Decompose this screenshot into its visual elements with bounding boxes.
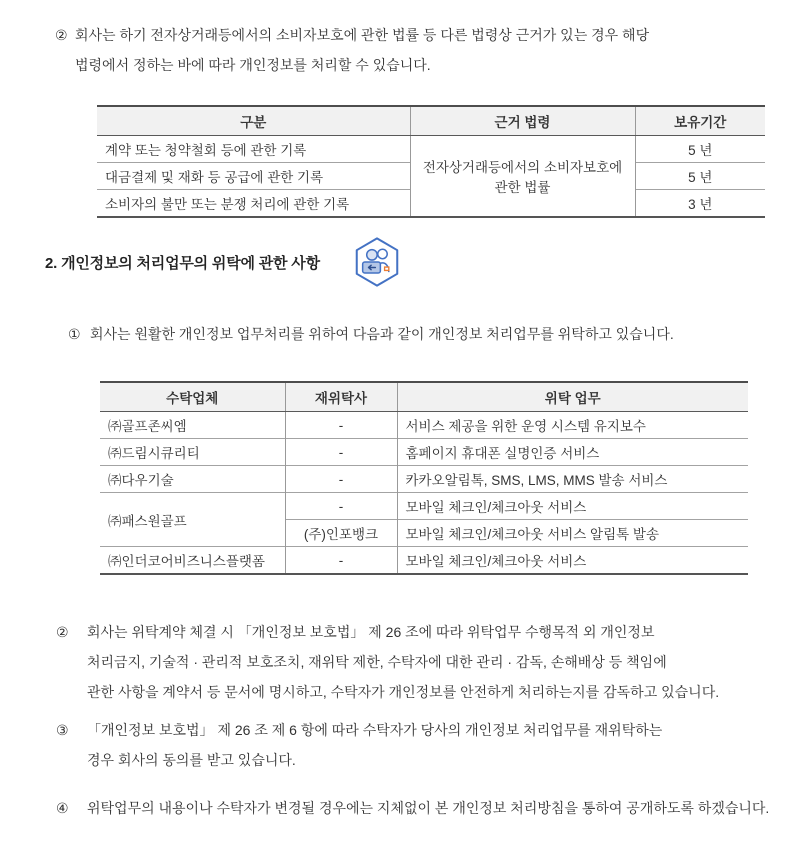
circled-number-2: ② xyxy=(55,27,68,43)
trustee-cell: ㈜드림시큐리티 xyxy=(100,439,285,466)
paragraph-line: 관한 사항을 계약서 등 문서에 명시하고, 수탁자가 개인정보를 안전하게 처리하는지를 감독하고 xyxy=(87,684,658,700)
paragraph-line: 법령에서 정하는 바에 따라 개인정보를 처리할 수 있습니다. xyxy=(75,57,431,73)
paragraph-line: 회사는 하기 전자상거래등에서의 소비자보호에 관한 법률 등 다른 법령상 근거가 있는 경우 해당 xyxy=(75,27,650,43)
task-cell: 모바일 체크인/체크아웃 서비스 알림톡 발송 xyxy=(397,520,748,547)
column-header-retention: 보유기간 xyxy=(635,106,765,136)
category-cell: 계약 또는 청약철회 등에 관한 기록 xyxy=(97,136,410,163)
circled-number-3: ③ xyxy=(56,722,69,738)
paragraph-consignment-intro xyxy=(68,319,773,349)
period-cell: 5 년 xyxy=(635,163,765,190)
paragraph-line: 처리금지, 기술적 · 관리적 보호조치, 재위탁 제한, 수탁자에 대한 관리 · 감독, 손해배상 등 책임에 xyxy=(87,654,667,670)
subtrustee-cell: (주)인포뱅크 xyxy=(285,520,397,547)
table-row xyxy=(100,412,748,439)
task-cell: 모바일 체크인/체크아웃 서비스 xyxy=(397,547,748,575)
task-cell: 카카오알림톡, SMS, LMS, MMS 발송 서비스 xyxy=(397,466,748,493)
task-cell: 모바일 체크인/체크아웃 서비스 xyxy=(397,493,748,520)
column-header-task: 위탁 업무 xyxy=(397,382,748,412)
circled-number-1: ① xyxy=(68,326,81,342)
consignment-table xyxy=(100,381,748,575)
table-row xyxy=(100,493,748,520)
category-cell: 소비자의 불만 또는 분쟁 처리에 관한 기록 xyxy=(97,190,410,218)
paragraph-line: 회사는 위탁계약 체결 시 「개인정보 보호법」 제 26 조에 따라 위탁업무 수행목적 외 개인정보 xyxy=(87,624,655,640)
table-row xyxy=(100,466,748,493)
table-row xyxy=(100,439,748,466)
period-cell: 3 년 xyxy=(635,190,765,218)
subtrustee-cell: - xyxy=(285,439,397,466)
paragraph-line: 회사는 원활한 개인정보 업무처리를 위하여 다음과 같이 개인정보 처리업무를 위탁하고 있습니다. xyxy=(90,326,674,342)
subtrustee-cell: - xyxy=(285,547,397,575)
column-header-subtrustee: 재위탁사 xyxy=(285,382,397,412)
paragraph-line: 위탁업무의 내용이나 수탁자가 변경될 경우에는 지체없이 본 개인정보 처리방침을 통하여 xyxy=(87,800,623,816)
legal-basis-merged-cell: 전자상거래등에서의 소비자보호에 관한 법률 xyxy=(410,136,635,218)
period-cell: 5 년 xyxy=(635,136,765,163)
paragraph-other-statutes xyxy=(55,20,773,80)
subtrustee-cell: - xyxy=(285,412,397,439)
trustee-cell: ㈜다우기술 xyxy=(100,466,285,493)
section-2-heading xyxy=(45,235,793,289)
column-header-trustee: 수탁업체 xyxy=(100,382,285,412)
circled-number-2: ② xyxy=(56,624,69,640)
column-header-legal-basis: 근거 법령 xyxy=(410,106,635,136)
task-cell: 홈페이지 휴대폰 실명인증 서비스 xyxy=(397,439,748,466)
subtrustee-cell: - xyxy=(285,466,397,493)
trustee-cell: ㈜골프존씨엠 xyxy=(100,412,285,439)
retention-period-table xyxy=(97,105,765,218)
table-header-row xyxy=(100,382,748,412)
table-row xyxy=(100,547,748,575)
trustee-merged-cell: ㈜패스원골프 xyxy=(100,493,285,547)
paragraph-change-disclosure xyxy=(56,793,777,823)
column-header-category: 구분 xyxy=(97,106,410,136)
paragraph-line: 있습니다. xyxy=(661,684,720,700)
category-cell: 대금결제 및 재화 등 공급에 관한 기록 xyxy=(97,163,410,190)
trustee-cell: ㈜인더코어비즈니스플랫폼 xyxy=(100,547,285,575)
paragraph-line: 경우 회사의 동의를 받고 있습니다. xyxy=(87,752,296,768)
subtrustee-cell: - xyxy=(285,493,397,520)
table-header-row xyxy=(97,106,765,136)
table-row xyxy=(97,136,765,163)
task-cell: 서비스 제공을 위한 운영 시스템 유지보수 xyxy=(397,412,748,439)
paragraph-contract-safeguards xyxy=(56,617,777,707)
paragraph-line: 「개인정보 보호법」 제 26 조 제 6 항에 따라 수탁자가 당사의 개인정보 처리업무를 재위탁하는 xyxy=(87,722,663,738)
circled-number-4: ④ xyxy=(56,800,69,816)
paragraph-line: 공개하도록 하겠습니다. xyxy=(626,800,770,816)
delegation-people-icon xyxy=(350,235,404,289)
section-title: 2. 개인정보의 처리업무의 위탁에 관한 사항 xyxy=(45,254,320,272)
paragraph-reconsignment-consent xyxy=(56,715,777,775)
